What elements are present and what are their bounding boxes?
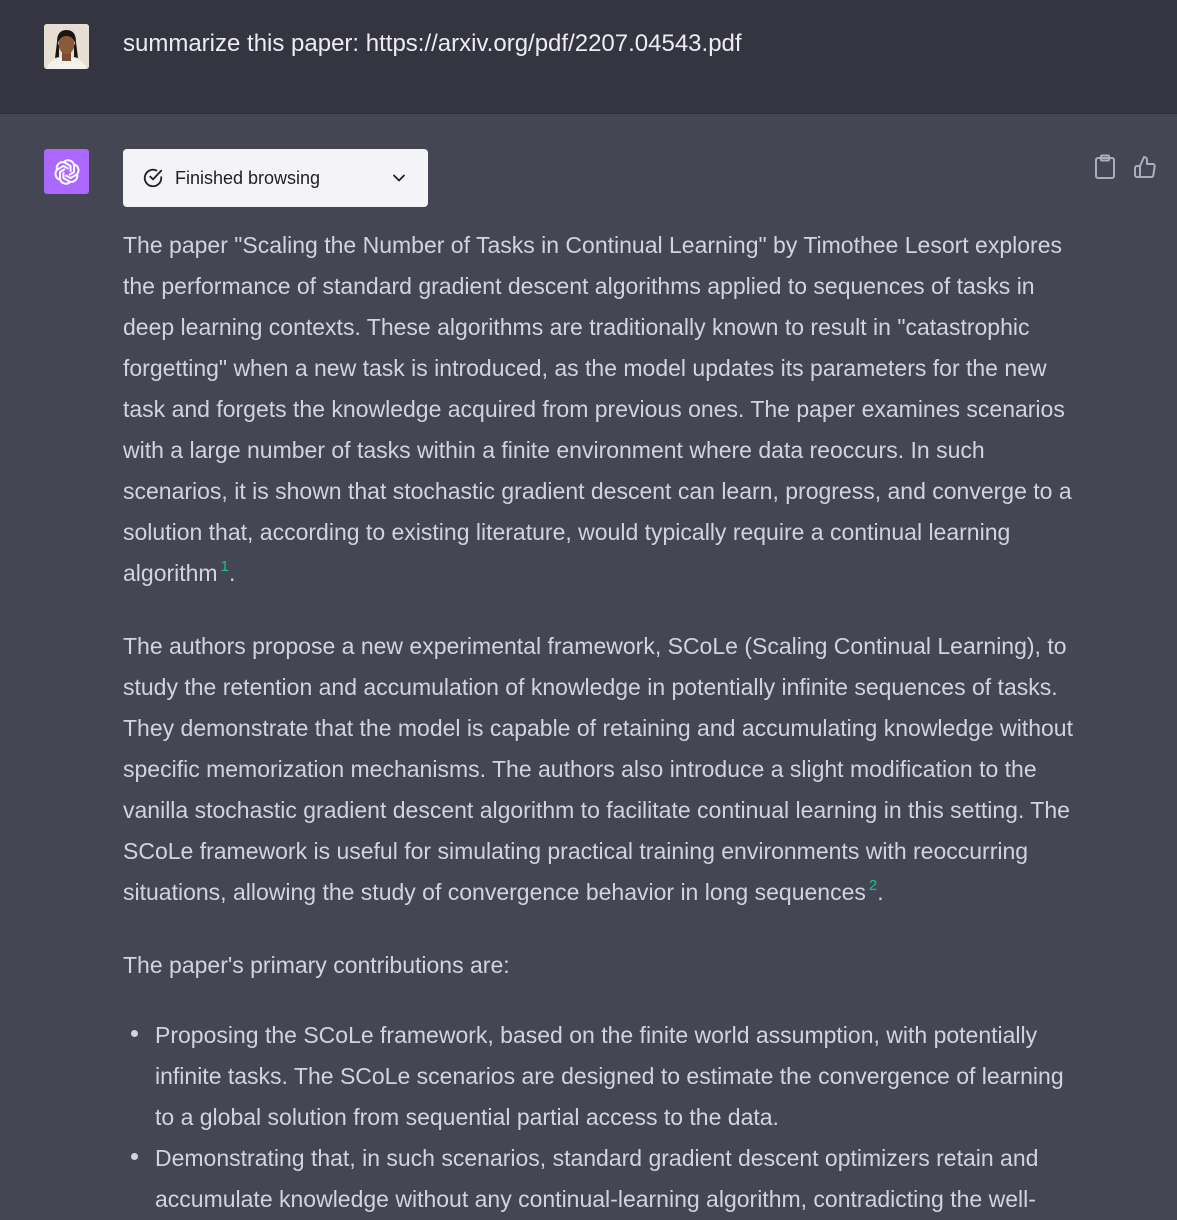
paragraph-end: . [877,879,884,905]
citation-link-2[interactable]: 2 [868,877,878,894]
list-item-text: Demonstrating that, in such scenarios, standard gradient descent optimizers retain and accumulate knowledge without any continual-learning algorithm, contradicting the well- [155,1145,1039,1212]
user-message-row [0,0,1177,114]
chevron-down-icon [389,168,409,188]
openai-logo-icon [44,149,89,194]
list-item [123,1138,1088,1220]
assistant-message-row [0,114,1177,1212]
list-item [123,1015,1088,1138]
browsing-status-dropdown[interactable] [123,149,428,207]
response-paragraph-2 [123,626,1088,916]
user-avatar [44,24,89,69]
bullet-dot [131,1153,138,1160]
contributions-list [123,1015,1088,1220]
paragraph-text: The authors propose a new experimental framework, SCoLe (Scaling Continual Learning), to study the retention and accumulation of knowledge in potentially infinite sequences of tasks. They demonstrate that the model is capable of retaining and accumulating knowledge without specific memorization mechanisms. The authors also introduce a slight modification to the vanilla stochastic gradient descent algorithm to facilitate continual learning in this setting. The SCoLe framework is useful for simulating practical training environments with reoccurring situations, allowing the study of convergence behavior in long sequences [123,633,1073,905]
thumbs-up-icon[interactable] [1133,154,1157,180]
response-paragraph-3: The paper's primary contributions are: [123,952,510,978]
browsing-status-label: Finished browsing [175,168,321,188]
paragraph-text: The paper "Scaling the Number of Tasks in Continual Learning" by Timothee Lesort explores the performance of standard gradient descent algorithms applied to sequences of tasks in deep learning contexts. These algorithms are traditionally known to result in "catastrophic forgetting" when a new task is introduced, as the model updates its parameters for the new task and forgets the knowledge acquired from previous ones. The paper examines scenarios with a large number of tasks within a finite environment where data reoccurs. In such scenarios, it is shown that stochastic gradient descent can learn, progress, and converge to a solution that, according to existing literature, would typically require a continual learning algorithm [123,232,1072,586]
list-item-text: Proposing the SCoLe framework, based on the finite world assumption, with potentially infinite tasks. The SCoLe scenarios are designed to estimate the convergence of learning to a global solution from sequential partial access to the data. [155,1022,1064,1130]
user-prompt-text: summarize this paper: https://arxiv.org/pdf/2207.04543.pdf [123,30,742,57]
response-paragraph-1 [123,225,1088,597]
bullet-dot [131,1030,138,1037]
citation-link-1[interactable]: 1 [220,558,229,575]
assistant-response [123,225,1088,1220]
paragraph-end: . [228,560,236,586]
clipboard-icon[interactable] [1094,154,1116,180]
check-circle-icon [142,167,164,189]
